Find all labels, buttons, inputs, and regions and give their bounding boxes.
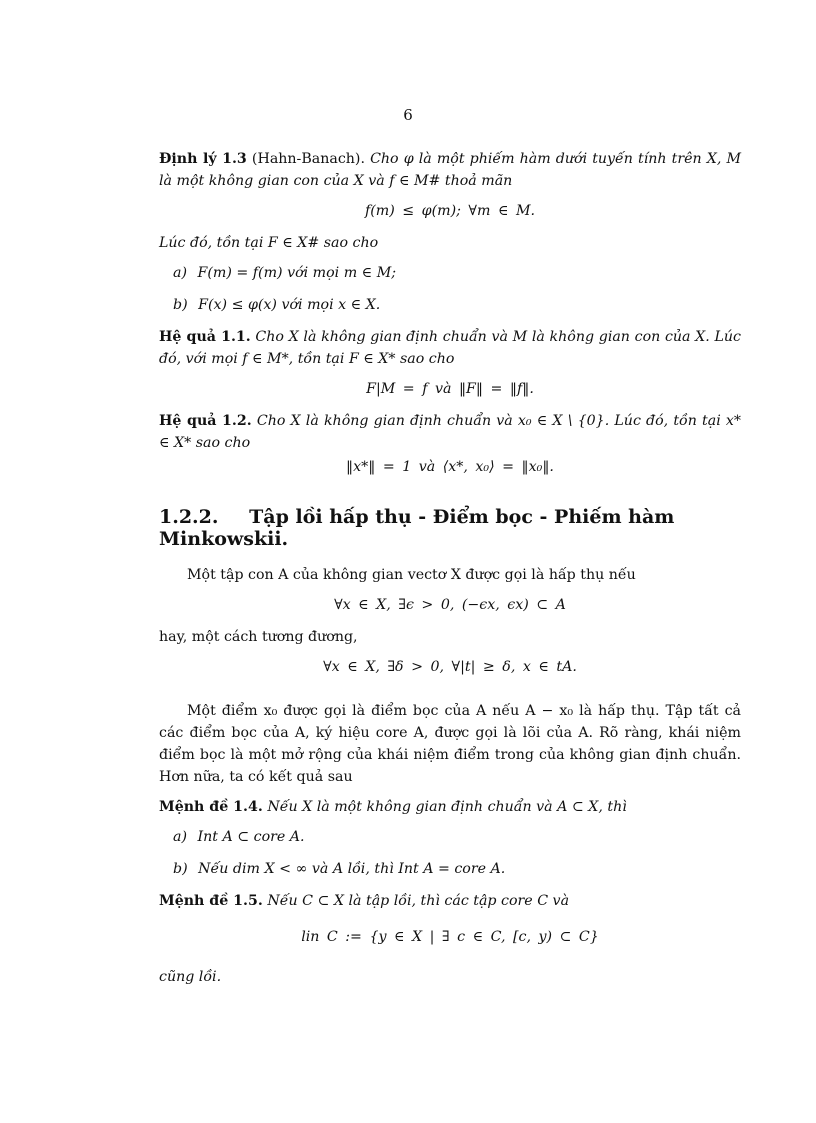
corollary-text: Cho X là không gian định chuẩn và x₀ ∈ X \ {0}. Lúc đó, tồn tại x* ∈ X* sao cho: [159, 413, 741, 451]
item-label: b): [173, 297, 188, 313]
proposition-text: Nếu X là một không gian định chuẩn và A ⊂ X, thì: [267, 799, 627, 815]
proposition-1-5: [159, 890, 741, 912]
item-text: F(x) ≤ φ(x) với mọi x ∈ X.: [198, 297, 381, 313]
theorem-item-a: [173, 262, 741, 284]
paragraph-core: Một điểm x₀ được gọi là điểm bọc của A nếu A − x₀ là hấp thụ. Tập tất cả các điểm bọc của A, ký hiệu core A, được gọi là lõi của A. Rõ ràng, khái niệm điểm bọc là một mở rộng của khái niệm điểm trong của không gian định chuẩn. Hơn nữa, ta có kết quả sau: [159, 703, 741, 785]
page-number: 6: [403, 106, 413, 124]
proposition-1-5-conclusion: cũng lồi.: [159, 969, 222, 985]
corollary-1-1-equation: F|M = f và ‖F‖ = ‖f‖.: [366, 381, 534, 397]
section-number: 1.2.2.: [159, 506, 219, 528]
page-content: [159, 148, 741, 996]
theorem-item-b: [173, 294, 741, 316]
theorem-equation: f(m) ≤ φ(m); ∀m ∈ M.: [364, 203, 535, 219]
proposition-item-a: [173, 826, 741, 848]
item-label: a): [173, 265, 187, 281]
proposition-head: Mệnh đề 1.5.: [159, 893, 263, 909]
proposition-item-b: [173, 858, 741, 880]
theorem-head: Định lý 1.3: [159, 151, 247, 167]
equation-absorbing: ∀x ∈ X, ∃ϵ > 0, (−ϵx, ϵx) ⊂ A: [334, 597, 566, 613]
paragraph-absorbing: Một tập con A của không gian vectơ X được gọi là hấp thụ nếu: [187, 567, 636, 583]
theorem-text: Cho φ là một phiếm hàm dưới tuyến tính trên X, M là một không gian con của X và f ∈ M# thoả mãn: [159, 151, 741, 189]
paragraph-equivalently: hay, một cách tương đương,: [159, 629, 358, 645]
proposition-1-5-equation: lin C := {y ∈ X | ∃ c ∈ C, [c, y) ⊂ C}: [301, 929, 599, 945]
corollary-1-1: [159, 326, 741, 370]
corollary-1-2: [159, 410, 741, 454]
corollary-text: Cho X là không gian định chuẩn và M là không gian con của X. Lúc đó, với mọi f ∈ M*, tồn tại F ∈ X* sao cho: [159, 329, 741, 367]
proposition-text: Nếu C ⊂ X là tập lồi, thì các tập core C và: [267, 893, 570, 909]
item-label: b): [173, 861, 188, 877]
proposition-head: Mệnh đề 1.4.: [159, 799, 263, 815]
theorem-attribution: (Hahn-Banach).: [251, 151, 365, 167]
section-title: Tập lồi hấp thụ - Điểm bọc - Phiếm hàm Minkowskii.: [159, 506, 675, 550]
item-text: Nếu dim X < ∞ và A lồi, thì Int A = core A.: [198, 861, 506, 877]
theorem-1-3: [159, 148, 741, 192]
proposition-1-4: [159, 796, 741, 818]
proposition-items: [159, 826, 741, 880]
item-text: Int A ⊂ core A.: [197, 829, 305, 845]
section-heading: [159, 506, 741, 550]
corollary-head: Hệ quả 1.2.: [159, 413, 252, 429]
item-label: a): [173, 829, 187, 845]
corollary-head: Hệ quả 1.1.: [159, 329, 251, 345]
theorem-conclusion: Lúc đó, tồn tại F ∈ X# sao cho: [159, 235, 379, 251]
equation-equivalent: ∀x ∈ X, ∃δ > 0, ∀|t| ≥ δ, x ∈ tA.: [323, 659, 577, 675]
corollary-1-2-equation: ‖x*‖ = 1 và ⟨x*, x₀⟩ = ‖x₀‖.: [346, 459, 554, 475]
theorem-items: [159, 262, 741, 316]
item-text: F(m) = f(m) với mọi m ∈ M;: [197, 265, 397, 281]
